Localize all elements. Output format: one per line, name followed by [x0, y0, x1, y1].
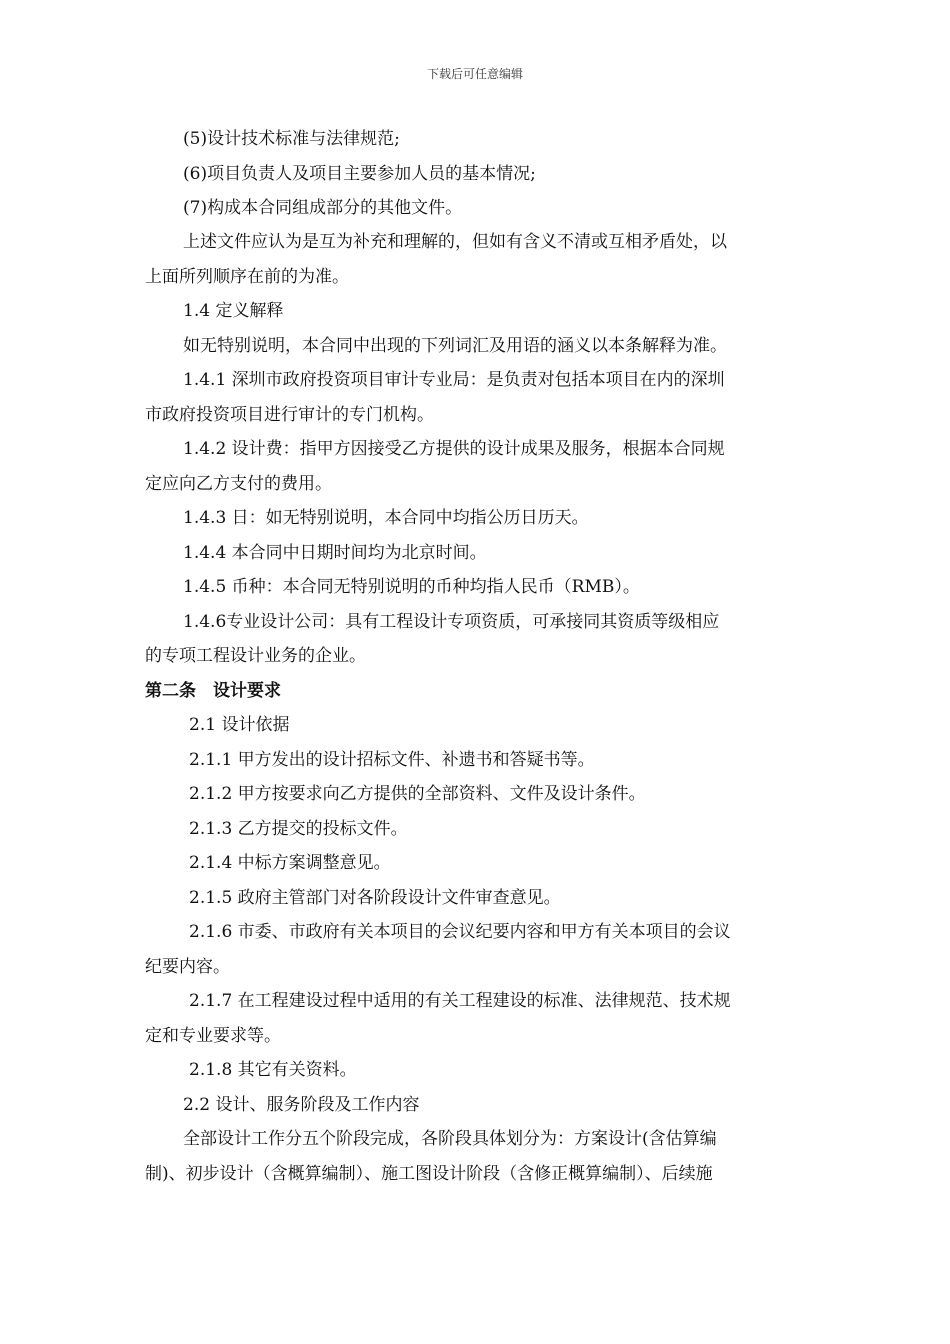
section-heading: 1.4 定义解释 — [183, 301, 284, 321]
section-heading: 2.1 设计依据 — [189, 715, 290, 735]
list-item: 2.1.7 在工程建设过程中适用的有关工程建设的标准、法律规范、技术规 — [189, 991, 731, 1011]
definition-item: 的专项工程设计业务的企业。 — [145, 646, 366, 666]
paragraph-line: 全部设计工作分五个阶段完成，各阶段具体划分为：方案设计(含估算编 — [183, 1129, 717, 1149]
list-item: 纪要内容。 — [145, 957, 230, 977]
list-item: 2.1.3 乙方提交的投标文件。 — [189, 819, 408, 839]
list-item: (6)项目负责人及项目主要参加人员的基本情况; — [183, 164, 536, 184]
list-item: 2.1.8 其它有关资料。 — [189, 1060, 357, 1080]
definition-item: 1.4.3 日：如无特别说明，本合同中均指公历日历天。 — [183, 508, 589, 528]
list-item: 2.1.4 中标方案调整意见。 — [189, 853, 391, 873]
paragraph-line: 上面所列顺序在前的为准。 — [145, 267, 349, 287]
definition-item: 定应向乙方支付的费用。 — [145, 474, 332, 494]
section-heading: 2.2 设计、服务阶段及工作内容 — [183, 1095, 420, 1115]
definition-item: 1.4.1 深圳市政府投资项目审计专业局：是负责对包括本项目在内的深圳 — [183, 370, 725, 390]
list-item: (7)构成本合同组成部分的其他文件。 — [183, 198, 463, 218]
paragraph-line: 上述文件应认为是互为补充和理解的，但如有含义不清或互相矛盾处，以 — [183, 232, 727, 252]
list-item: 定和专业要求等。 — [145, 1026, 281, 1046]
list-item: (5)设计技术标准与法律规范; — [183, 129, 400, 149]
article-heading: 第二条 设计要求 — [145, 681, 281, 701]
definition-item: 市政府投资项目进行审计的专门机构。 — [145, 405, 434, 425]
page-header: 下载后可任意编辑 — [426, 67, 523, 81]
paragraph-line: 制)、初步设计（含概算编制）、施工图设计阶段（含修正概算编制）、后续施 — [145, 1164, 713, 1184]
definition-item: 1.4.4 本合同中日期时间均为北京时间。 — [183, 543, 487, 563]
definition-item: 1.4.6专业设计公司：具有工程设计专项资质，可承接同其资质等级相应 — [183, 612, 720, 632]
list-item: 2.1.6 市委、市政府有关本项目的会议纪要内容和甲方有关本项目的会议 — [189, 922, 731, 942]
list-item: 2.1.2 甲方按要求向乙方提供的全部资料、文件及设计条件。 — [189, 784, 646, 804]
definition-item: 1.4.5 币种：本合同无特别说明的币种均指人民币（RMB）。 — [183, 577, 640, 597]
list-item: 2.1.5 政府主管部门对各阶段设计文件审查意见。 — [189, 888, 561, 908]
list-item: 2.1.1 甲方发出的设计招标文件、补遗书和答疑书等。 — [189, 750, 595, 770]
paragraph-line: 如无特别说明，本合同中出现的下列词汇及用语的涵义以本条解释为准。 — [183, 336, 727, 356]
definition-item: 1.4.2 设计费：指甲方因接受乙方提供的设计成果及服务，根据本合同规 — [183, 439, 725, 459]
